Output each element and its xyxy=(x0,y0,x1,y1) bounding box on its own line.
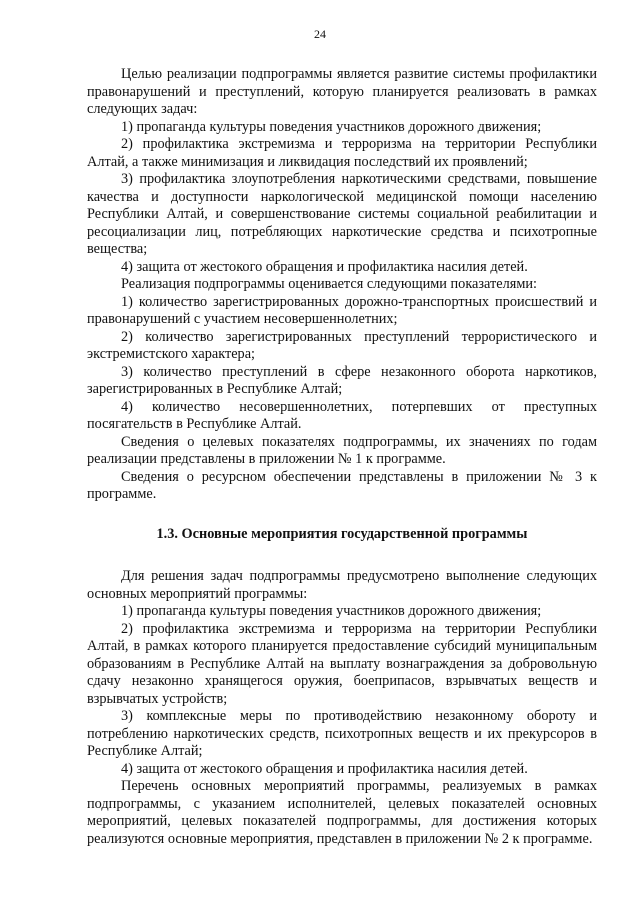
main-activities-section xyxy=(87,568,597,848)
page-number: 24 xyxy=(314,27,326,41)
list-item: 4) количество несовершеннолетних, потерпевших от преступных посягательств в Республике Алтай. xyxy=(87,398,597,432)
list-item: 3) комплексные меры по противодействию незаконному обороту и потреблению наркотических средств, психотропных веществ и их прекурсоров в Республике Алтай; xyxy=(87,708,597,759)
paragraph: Перечень основных мероприятий программы, реализуемых в рамках подпрограммы, с указанием исполнителей, целевых показателей основных мероприятий, целевых показателей подпрограммы, для достижения которых реализуются основные мероприятия, представлен в приложении № 2 к программе. xyxy=(87,778,597,847)
list-item: 3) профилактика злоупотребления наркотическими средствами, повышение качества и доступности наркологической медицинской помощи населению Республики Алтай, и совершенствование системы социальной реабилитации и ресоциализации лиц, потребляющих наркотические средства и психотропные вещества; xyxy=(87,171,597,257)
list-item: 1) количество зарегистрированных дорожно-транспортных происшествий и правонарушений с участием несовершеннолетних; xyxy=(87,293,597,327)
list-item: 3) количество преступлений в сфере незаконного оборота наркотиков, зарегистрированных в Республике Алтай; xyxy=(87,363,597,397)
list-item: 4) защита от жестокого обращения и профилактика насилия детей. xyxy=(121,760,528,777)
list-item: 4) защита от жестокого обращения и профилактика насилия детей. xyxy=(121,258,528,275)
paragraph: Целью реализации подпрограммы является развитие системы профилактики правонарушений и преступлений, которую планируется реализовать в рамках следующих задач: xyxy=(87,66,597,117)
paragraph: Сведения о ресурсном обеспечении представлены в приложении № 3 к программе. xyxy=(87,468,597,502)
list-item: 2) количество зарегистрированных преступлений террористического и экстремистского характера; xyxy=(87,328,597,362)
list-item: 1) пропаганда культуры поведения участников дорожного движения; xyxy=(121,118,542,135)
subprogram-tasks-section xyxy=(87,66,597,504)
paragraph: Сведения о целевых показателях подпрограммы, их значениях по годам реализации представлены в приложении № 1 к программе. xyxy=(87,433,597,467)
list-item: 1) пропаганда культуры поведения участников дорожного движения; xyxy=(121,603,542,619)
paragraph: Для решения задач подпрограммы предусмотрено выполнение следующих основных мероприятий программы: xyxy=(87,568,597,602)
section-heading: 1.3. Основные мероприятия государственной программы xyxy=(156,525,528,542)
paragraph: Реализация подпрограммы оценивается следующими показателями: xyxy=(121,276,537,292)
list-item: 2) профилактика экстремизма и терроризма на территории Республики Алтай, а также минимизация и ликвидация последствий их проявлений; xyxy=(87,136,597,170)
list-item: 2) профилактика экстремизма и терроризма на территории Республики Алтай, в рамках которого планируется предоставление субсидий муниципальным образованиям в Республике Алтай на выплату вознаграждения за добровольную сдачу незаконно хранящегося оружия, боеприпасов, взрывчатых веществ и взрывчатых устройств; xyxy=(87,620,597,707)
document-body xyxy=(87,66,597,848)
